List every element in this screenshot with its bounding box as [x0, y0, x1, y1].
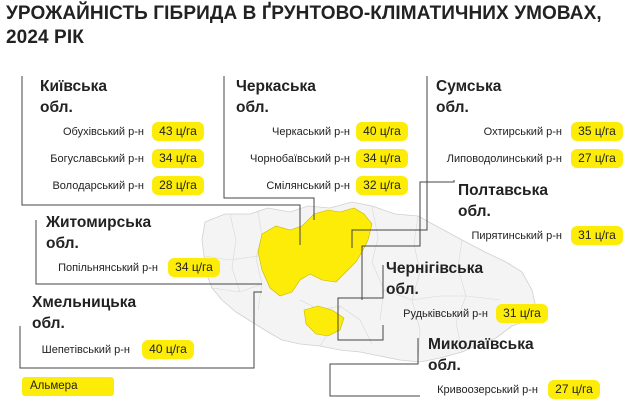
- region-name-chernihiv: Чернігівська обл.: [386, 260, 484, 298]
- yield-badge-popilnia: 34 ц/га: [168, 258, 220, 277]
- district-okhtyrka: Охтирський р-н: [483, 126, 562, 138]
- yield-badge-kryve-ozero: 27 ц/га: [548, 380, 600, 399]
- district-shepetivka: Шепетівський р-н: [41, 344, 130, 356]
- district-volodarka: Володарський р-н: [52, 180, 144, 192]
- yield-badge-lypova-dolyna: 27 ц/га: [571, 149, 623, 168]
- region-name-mykolaiv: Миколаївська обл.: [428, 336, 534, 374]
- yield-badge-obukhiv: 43 ц/га: [152, 122, 204, 141]
- yield-badge-pyriatyn: 31 ц/га: [571, 226, 623, 245]
- district-smila: Смілянський р-н: [266, 180, 350, 192]
- district-bohuslav: Богуславський р-н: [50, 153, 144, 165]
- district-rudky: Рудьківський р-н: [403, 308, 488, 320]
- district-chornobai: Чорнобаївський р-н: [250, 153, 350, 165]
- yield-badge-rudky: 31 ц/га: [496, 304, 548, 323]
- district-popilnia: Попільнянський р-н: [58, 262, 158, 274]
- region-name-khmelnytskyi: Хмельницька обл.: [32, 294, 137, 332]
- yield-badge-volodarka: 28 ц/га: [152, 176, 204, 195]
- region-name-sumy: Сумська обл.: [436, 78, 502, 116]
- region-name-poltava: Полтавська обл.: [458, 182, 548, 220]
- yield-badge-shepetivka: 40 ц/га: [142, 340, 194, 359]
- region-name-zhytomyr: Житомирська обл.: [46, 214, 152, 252]
- legend-hybrid: Альмера: [22, 377, 114, 396]
- district-obukhiv: Обухівський р-н: [62, 126, 144, 138]
- yield-badge-smila: 32 ц/га: [356, 176, 408, 195]
- yield-badge-bohuslav: 34 ц/га: [152, 149, 204, 168]
- district-kryve-ozero: Кривоозерський р-н: [437, 384, 538, 396]
- yield-badge-chornobai: 34 ц/га: [356, 149, 408, 168]
- district-pyriatyn: Пирятинський р-н: [471, 230, 562, 242]
- yield-badge-okhtyrka: 35 ц/га: [571, 122, 623, 141]
- district-cherkasy: Черкаський р-н: [272, 126, 350, 138]
- map-title: УРОЖАЙНІСТЬ ГІБРИДА В ҐРУНТОВО-КЛІМАТИЧНИХ УМОВАХ, 2024 РІК: [6, 3, 602, 48]
- district-lypova-dolyna: Липоводолинський р-н: [446, 153, 562, 165]
- region-name-kyiv: Київська обл.: [40, 78, 108, 116]
- region-name-cherkasy: Черкаська обл.: [236, 78, 316, 116]
- yield-badge-cherkasy: 40 ц/га: [356, 122, 408, 141]
